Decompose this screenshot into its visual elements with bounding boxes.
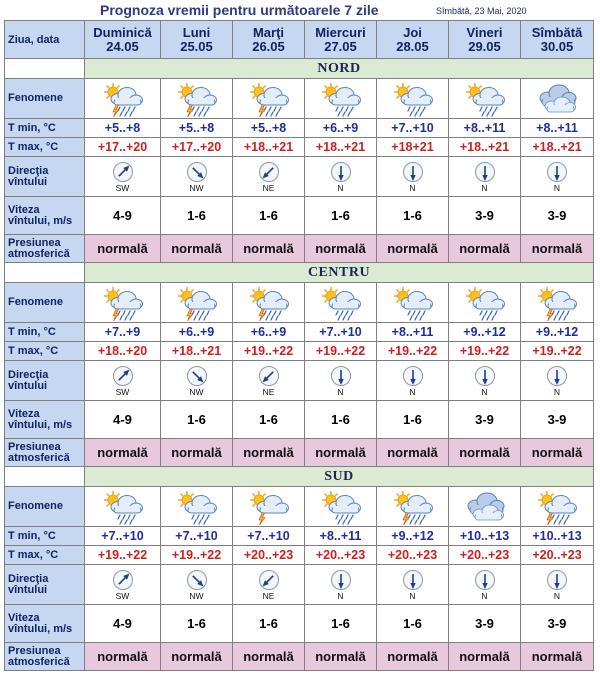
wind-compass-icon — [546, 161, 568, 183]
sun-cloud-rain-icon — [318, 285, 364, 321]
wind-dir-cell — [305, 157, 377, 197]
weather-icon-cell — [85, 487, 161, 527]
wind-compass-icon — [474, 161, 496, 183]
weather-icon-cell — [521, 487, 594, 527]
pressure-row-nord — [5, 235, 594, 263]
weather-icon-cell — [449, 79, 521, 119]
day-date: 26.05 — [252, 38, 285, 54]
cloudy-icon — [462, 489, 508, 525]
tmax-value: +20..+23 — [305, 546, 377, 565]
wind-dir-value: NE — [262, 591, 275, 601]
wind-compass-icon — [402, 365, 424, 387]
pressure-value: normală — [377, 439, 449, 467]
tmin-value: +7..+10 — [161, 527, 233, 546]
wind-speed-row-centru — [5, 401, 594, 439]
sun-cloud-rain-icon — [390, 81, 436, 117]
wind-dir-row-nord — [5, 157, 594, 197]
day-date: 30.05 — [540, 38, 574, 54]
wind-dir-label: Direcţia vîntului — [5, 361, 85, 401]
sun-cloud-rain-icon — [462, 81, 508, 117]
wind-compass-icon — [112, 569, 134, 591]
weather-icon-cell — [377, 283, 449, 323]
tmin-value: +10..+13 — [521, 527, 594, 546]
tmin-value: +7..+10 — [305, 323, 377, 342]
pressure-value: normală — [305, 439, 377, 467]
wind-dir-value: NE — [262, 183, 275, 193]
weather-icon-cell — [85, 79, 161, 119]
wind-speed-value: 1-6 — [161, 401, 233, 439]
tmin-label: T min, °C — [5, 323, 85, 342]
pressure-value: normală — [161, 439, 233, 467]
wind-dir-row-centru — [5, 361, 594, 401]
wind-speed-row-nord — [5, 197, 594, 235]
tmin-value: +7..+9 — [85, 323, 161, 342]
wind-dir-cell — [161, 565, 233, 605]
wind-dir-value: N — [409, 183, 416, 193]
wind-dir-cell — [85, 565, 161, 605]
wind-dir-cell — [85, 157, 161, 197]
tmax-row-sud — [5, 546, 594, 565]
tmax-label: T max, °C — [5, 342, 85, 361]
wind-speed-value: 4-9 — [85, 605, 161, 643]
day-header-3 — [233, 21, 305, 59]
tmax-value: +18..+21 — [233, 138, 305, 157]
wind-speed-value: 1-6 — [161, 605, 233, 643]
wind-dir-label: Direcţia vîntului — [5, 565, 85, 605]
wind-speed-value: 1-6 — [233, 605, 305, 643]
tmax-label: T max, °C — [5, 546, 85, 565]
tmax-value: +17..+20 — [85, 138, 161, 157]
sun-cloud-rain-icon — [390, 285, 436, 321]
tmax-row-centru — [5, 342, 594, 361]
weather-icon-cell — [161, 283, 233, 323]
wind-dir-value: N — [553, 387, 561, 397]
wind-dir-cell — [377, 361, 449, 401]
tmin-value: +6..+9 — [161, 323, 233, 342]
tmax-value: +19..+22 — [521, 342, 594, 361]
day-header-1 — [85, 21, 161, 59]
wind-dir-value: N — [481, 183, 488, 193]
wind-speed-value: 1-6 — [233, 401, 305, 439]
pressure-value: normală — [521, 439, 594, 467]
wind-speed-label: Viteza vîntului, m/s — [5, 401, 85, 439]
day-name: Luni — [182, 24, 211, 40]
tmax-value: +19..+22 — [233, 342, 305, 361]
wind-dir-cell — [521, 565, 594, 605]
wind-compass-icon — [474, 365, 496, 387]
day-name: Duminică — [93, 24, 152, 40]
weather-icon-cell — [305, 487, 377, 527]
forecast-table — [4, 20, 594, 671]
wind-compass-icon — [112, 161, 134, 183]
day-name: Vineri — [466, 24, 503, 40]
day-name: Sîmbătă — [531, 24, 583, 40]
page-header — [0, 0, 600, 20]
tmax-value: +19..+22 — [449, 342, 521, 361]
phenomena-row-nord — [5, 79, 594, 119]
tmax-value: +19..+22 — [377, 342, 449, 361]
wind-dir-value: NW — [189, 591, 204, 601]
wind-compass-icon — [258, 569, 280, 591]
wind-compass-icon — [258, 365, 280, 387]
wind-speed-value: 3-9 — [449, 197, 521, 235]
tmax-value: +19..+22 — [305, 342, 377, 361]
day-date: 27.05 — [324, 38, 357, 54]
pressure-value: normală — [449, 439, 521, 467]
pressure-value: normală — [233, 643, 305, 671]
wind-speed-value: 1-6 — [305, 401, 377, 439]
cloudy-icon — [534, 81, 580, 117]
wind-speed-value: 1-6 — [161, 197, 233, 235]
pressure-label: Presiunea atmosferică — [5, 235, 85, 263]
sun-cloud-rain-icon — [318, 489, 364, 525]
wind-compass-icon — [402, 569, 424, 591]
tmax-value: +19..+22 — [85, 546, 161, 565]
wind-dir-cell — [449, 565, 521, 605]
tmin-label: T min, °C — [5, 119, 85, 138]
tmin-value: +8..+11 — [377, 323, 449, 342]
wind-speed-value: 1-6 — [305, 605, 377, 643]
tmin-value: +8..+11 — [449, 119, 521, 138]
weather-icon-cell — [377, 487, 449, 527]
wind-speed-label: Viteza vîntului, m/s — [5, 197, 85, 235]
wind-dir-value: NW — [189, 387, 204, 397]
wind-dir-value: NW — [189, 183, 204, 193]
tmin-row-centru — [5, 323, 594, 342]
tmin-value: +8..+11 — [521, 119, 594, 138]
tmax-value: +20..+23 — [233, 546, 305, 565]
region-row-centru — [5, 263, 594, 283]
tmin-value: +5..+8 — [161, 119, 233, 138]
wind-dir-cell — [161, 157, 233, 197]
tmin-row-sud — [5, 527, 594, 546]
pressure-value: normală — [161, 235, 233, 263]
wind-speed-value: 1-6 — [233, 197, 305, 235]
wind-compass-icon — [330, 569, 352, 591]
wind-dir-value: N — [553, 183, 561, 193]
tmax-label: T max, °C — [5, 138, 85, 157]
wind-compass-icon — [330, 161, 352, 183]
wind-compass-icon — [112, 365, 134, 387]
day-name: Miercuri — [315, 24, 366, 40]
pressure-row-centru — [5, 439, 594, 467]
tmax-value: +18..+21 — [305, 138, 377, 157]
wind-speed-value: 3-9 — [449, 605, 521, 643]
sun-cloud-rain-icon — [462, 285, 508, 321]
region-spacer — [5, 263, 85, 283]
tmax-value: +20..+23 — [449, 546, 521, 565]
sun-cloud-rain-icon — [174, 489, 220, 525]
day-header-7 — [521, 21, 594, 59]
weather-icon-cell — [449, 487, 521, 527]
wind-dir-value: N — [337, 183, 344, 193]
sun-cloud-thunder-icon — [246, 489, 292, 525]
region-name: SUD — [85, 467, 594, 487]
weather-icon-cell — [305, 283, 377, 323]
day-date: 29.05 — [468, 38, 501, 54]
wind-dir-cell — [305, 361, 377, 401]
wind-dir-row-sud — [5, 565, 594, 605]
wind-dir-label: Direcţia vîntului — [5, 157, 85, 197]
weather-icon-cell — [233, 283, 305, 323]
sun-cloud-rain-thunder-icon — [174, 81, 220, 117]
weather-icon-cell — [521, 79, 594, 119]
wind-dir-value: N — [481, 387, 488, 397]
wind-dir-cell — [161, 361, 233, 401]
wind-dir-cell — [521, 157, 594, 197]
wind-speed-value: 3-9 — [521, 605, 594, 643]
pressure-value: normală — [377, 235, 449, 263]
region-spacer — [5, 467, 85, 487]
pressure-value: normală — [233, 439, 305, 467]
phenomena-row-sud — [5, 487, 594, 527]
tmax-value: +17..+20 — [161, 138, 233, 157]
day-header-2 — [161, 21, 233, 59]
day-date: 25.05 — [180, 38, 213, 54]
wind-compass-icon — [546, 365, 568, 387]
day-date-label: Ziua, data — [5, 21, 85, 59]
pressure-value: normală — [305, 643, 377, 671]
wind-dir-cell — [233, 565, 305, 605]
sun-cloud-rain-thunder-icon — [246, 285, 292, 321]
region-row-nord — [5, 59, 594, 79]
weather-icon-cell — [233, 487, 305, 527]
wind-speed-value: 1-6 — [377, 605, 449, 643]
wind-dir-value: N — [337, 387, 344, 397]
wind-dir-value: SW — [115, 591, 130, 601]
wind-dir-cell — [449, 361, 521, 401]
wind-speed-value: 3-9 — [521, 197, 594, 235]
wind-speed-value: 3-9 — [449, 401, 521, 439]
wind-dir-cell — [449, 157, 521, 197]
wind-speed-row-sud — [5, 605, 594, 643]
wind-speed-value: 1-6 — [377, 401, 449, 439]
pressure-value: normală — [305, 235, 377, 263]
tmax-value: +19..+22 — [161, 546, 233, 565]
pressure-value: normală — [521, 235, 594, 263]
sun-cloud-rain-thunder-icon — [100, 285, 146, 321]
tmin-value: +5..+8 — [233, 119, 305, 138]
day-date: 28.05 — [396, 38, 429, 54]
pressure-value: normală — [85, 439, 161, 467]
tmin-value: +8..+11 — [305, 527, 377, 546]
tmin-value: +9..+12 — [521, 323, 594, 342]
tmin-label: T min, °C — [5, 527, 85, 546]
day-header-4 — [305, 21, 377, 59]
tmin-value: +7..+10 — [377, 119, 449, 138]
wind-dir-value: N — [337, 591, 344, 601]
sun-cloud-rain-icon — [318, 81, 364, 117]
tmin-value: +7..+10 — [233, 527, 305, 546]
wind-compass-icon — [474, 569, 496, 591]
wind-compass-icon — [402, 161, 424, 183]
issue-date: Sîmbătă, 23 Mai, 2020 — [436, 6, 527, 16]
pressure-value: normală — [161, 643, 233, 671]
tmin-value: +5..+8 — [85, 119, 161, 138]
sun-cloud-rain-thunder-icon — [534, 489, 580, 525]
phenomena-label: Fenomene — [5, 487, 85, 527]
days-header-row — [5, 21, 594, 59]
pressure-value: normală — [233, 235, 305, 263]
page-title: Prognoza vremii pentru următoarele 7 zile — [100, 2, 379, 18]
weather-icon-cell — [377, 79, 449, 119]
tmin-value: +6..+9 — [305, 119, 377, 138]
tmax-value: +18..+21 — [161, 342, 233, 361]
wind-dir-value: N — [553, 591, 561, 601]
wind-compass-icon — [330, 365, 352, 387]
pressure-value: normală — [85, 235, 161, 263]
wind-dir-cell — [233, 157, 305, 197]
sun-cloud-rain-thunder-icon — [534, 285, 580, 321]
tmax-row-nord — [5, 138, 594, 157]
wind-dir-cell — [377, 565, 449, 605]
tmax-value: +20..+23 — [377, 546, 449, 565]
wind-compass-icon — [546, 569, 568, 591]
weather-icon-cell — [521, 283, 594, 323]
tmin-value: +9..+12 — [377, 527, 449, 546]
weather-icon-cell — [449, 283, 521, 323]
pressure-value: normală — [449, 643, 521, 671]
tmax-value: +18..+20 — [85, 342, 161, 361]
day-name: Joi — [403, 24, 422, 40]
region-row-sud — [5, 467, 594, 487]
sun-cloud-rain-thunder-icon — [246, 81, 292, 117]
sun-cloud-rain-thunder-icon — [390, 489, 436, 525]
tmax-value: +20..+23 — [521, 546, 594, 565]
wind-dir-cell — [233, 361, 305, 401]
phenomena-row-centru — [5, 283, 594, 323]
wind-compass-icon — [258, 161, 280, 183]
day-date: 24.05 — [106, 38, 139, 54]
weather-icon-cell — [85, 283, 161, 323]
sun-cloud-rain-thunder-icon — [100, 81, 146, 117]
phenomena-label: Fenomene — [5, 79, 85, 119]
day-header-5 — [377, 21, 449, 59]
region-spacer — [5, 59, 85, 79]
tmax-value: +18..+21 — [449, 138, 521, 157]
wind-dir-value: N — [409, 387, 416, 397]
wind-speed-value: 3-9 — [521, 401, 594, 439]
wind-dir-value: N — [409, 591, 416, 601]
pressure-value: normală — [85, 643, 161, 671]
wind-compass-icon — [186, 569, 208, 591]
tmin-value: +9..+12 — [449, 323, 521, 342]
wind-speed-label: Viteza vîntului, m/s — [5, 605, 85, 643]
sun-cloud-rain-icon — [100, 489, 146, 525]
pressure-value: normală — [521, 643, 594, 671]
wind-speed-value: 1-6 — [377, 197, 449, 235]
tmin-value: +7..+10 — [85, 527, 161, 546]
wind-dir-value: N — [481, 591, 488, 601]
pressure-row-sud — [5, 643, 594, 671]
phenomena-label: Fenomene — [5, 283, 85, 323]
tmin-value: +6..+9 — [233, 323, 305, 342]
region-name: NORD — [85, 59, 594, 79]
region-name: CENTRU — [85, 263, 594, 283]
sun-cloud-rain-thunder-icon — [174, 285, 220, 321]
day-header-6 — [449, 21, 521, 59]
weather-icon-cell — [305, 79, 377, 119]
pressure-value: normală — [449, 235, 521, 263]
day-name: Marţi — [252, 24, 285, 40]
tmax-value: +18+21 — [377, 138, 449, 157]
pressure-label: Presiunea atmosferică — [5, 643, 85, 671]
wind-dir-cell — [521, 361, 594, 401]
wind-speed-value: 1-6 — [305, 197, 377, 235]
tmin-row-nord — [5, 119, 594, 138]
wind-dir-value: SW — [115, 387, 130, 397]
weather-icon-cell — [233, 79, 305, 119]
weather-icon-cell — [161, 487, 233, 527]
wind-dir-cell — [85, 361, 161, 401]
wind-dir-cell — [377, 157, 449, 197]
wind-speed-value: 4-9 — [85, 401, 161, 439]
pressure-label: Presiunea atmosferică — [5, 439, 85, 467]
weather-icon-cell — [161, 79, 233, 119]
tmin-value: +10..+13 — [449, 527, 521, 546]
wind-dir-value: NE — [262, 387, 275, 397]
wind-speed-value: 4-9 — [85, 197, 161, 235]
wind-dir-value: SW — [115, 183, 130, 193]
pressure-value: normală — [377, 643, 449, 671]
tmax-value: +18..+21 — [521, 138, 594, 157]
wind-compass-icon — [186, 365, 208, 387]
wind-compass-icon — [186, 161, 208, 183]
wind-dir-cell — [305, 565, 377, 605]
